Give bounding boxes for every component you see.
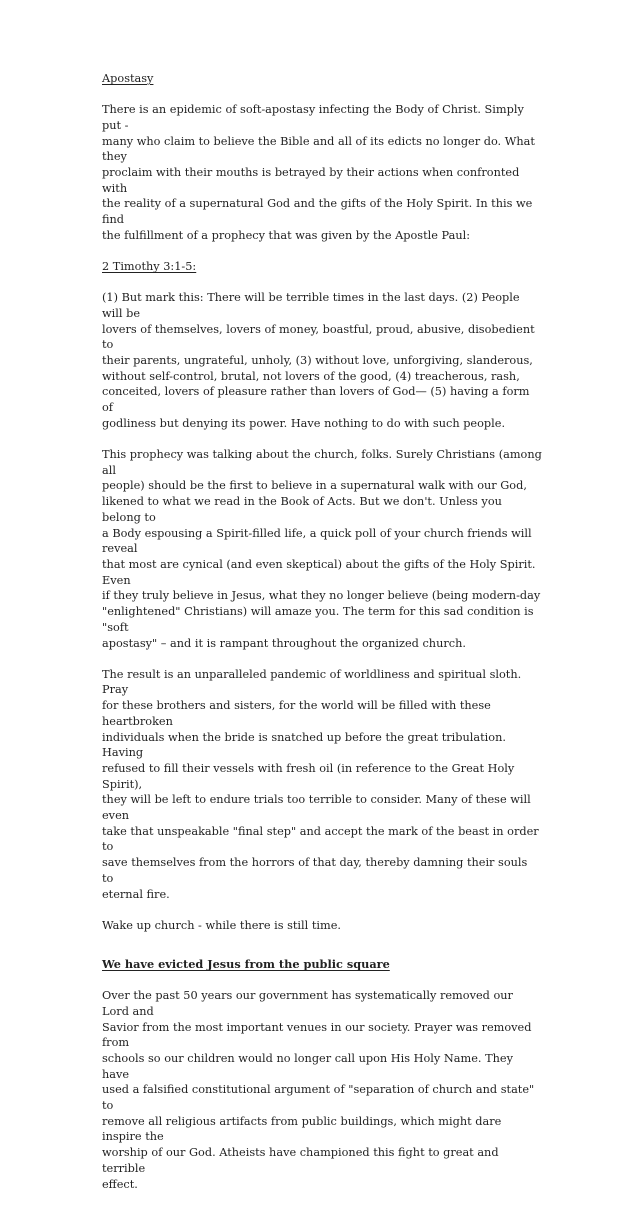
paragraph-result: The result is an unparalleled pandemic of worldliness and spiritual sloth. Pray for these brothers and sisters, for the world will be filled with these heartbroken individuals when the bride is snatched up before the great tribulation. Having refused to fill their vessels with fresh oil (in reference to the Great Holy Spirit), they will be left to endure trials too terrible to consider. Many of these will even take that unspeakable "final step" and accept the mark of the beast in order to save themselves from the horrors of that day, thereby damning their souls to eternal fire. [102, 667, 539, 901]
heading-evicted [102, 957, 542, 973]
scripture-reference-text: 2 Timothy 3:1-5: [102, 260, 197, 274]
paragraph-evicted: Over the past 50 years our government has systematically removed our Lord and Savior from the most important venues in our society. Prayer was removed from schools so our children would no longer call upon His Holy Name. They have used a falsified constitutional argument of "separation of church and state" to remove all religious artifacts from public buildings, which might dare inspire the worship of our God. Atheists have championed this fight to great and terrible effect. [102, 989, 535, 1191]
paragraph-scripture: (1) But mark this: There will be terrible times in the last days. (2) People will be lovers of themselves, lovers of money, boastful, proud, abusive, disobedient to their parents, ungrateful, unholy, (3) without love, unforgiving, slanderous, without self-control, brutal, not lovers of the good, (4) treacherous, rash, conceited, lovers of pleasure rather than lovers of God— (5) having a form of godliness but denying its power. Have nothing to do with such people. [102, 291, 535, 430]
paragraph-prophecy: This prophecy was talking about the church, folks. Surely Christians (among all people) should be the first to believe in a supernatural walk with our God, likened to what we read in the Book of Acts. But we don't. Unless you belong to a Body espousing a Spirit-filled life, a quick poll of your church friends will reveal that most are cynical (and even skeptical) about the gifts of the Holy Spirit. Even if they truly believe in Jesus, what they no longer believe (being modern-day "enlightened" Christians) will amaze you. The term for this sad condition is "soft apostasy" – and it is rampant throughout the organized church. [102, 448, 542, 650]
heading-apostasy-text: Apostasy [102, 72, 154, 85]
heading-apostasy [102, 71, 542, 87]
heading-evicted-text: We have evicted Jesus from the public square [102, 956, 390, 971]
paragraph-intro: There is an epidemic of soft-apostasy infecting the Body of Christ. Simply put - many who claim to believe the Bible and all of its edicts no longer do. What they proclaim with their mouths is betrayed by their actions when confronted with the reality of a supernatural God and the gifts of the Holy Spirit. In this we find the fulfillment of a prophecy that was given by the Apostle Paul: [102, 103, 535, 242]
section-gap [102, 949, 542, 957]
document-page [102, 71, 542, 1208]
scripture-reference [102, 259, 542, 275]
paragraph-wake-up: Wake up church - while there is still time. [102, 918, 341, 932]
